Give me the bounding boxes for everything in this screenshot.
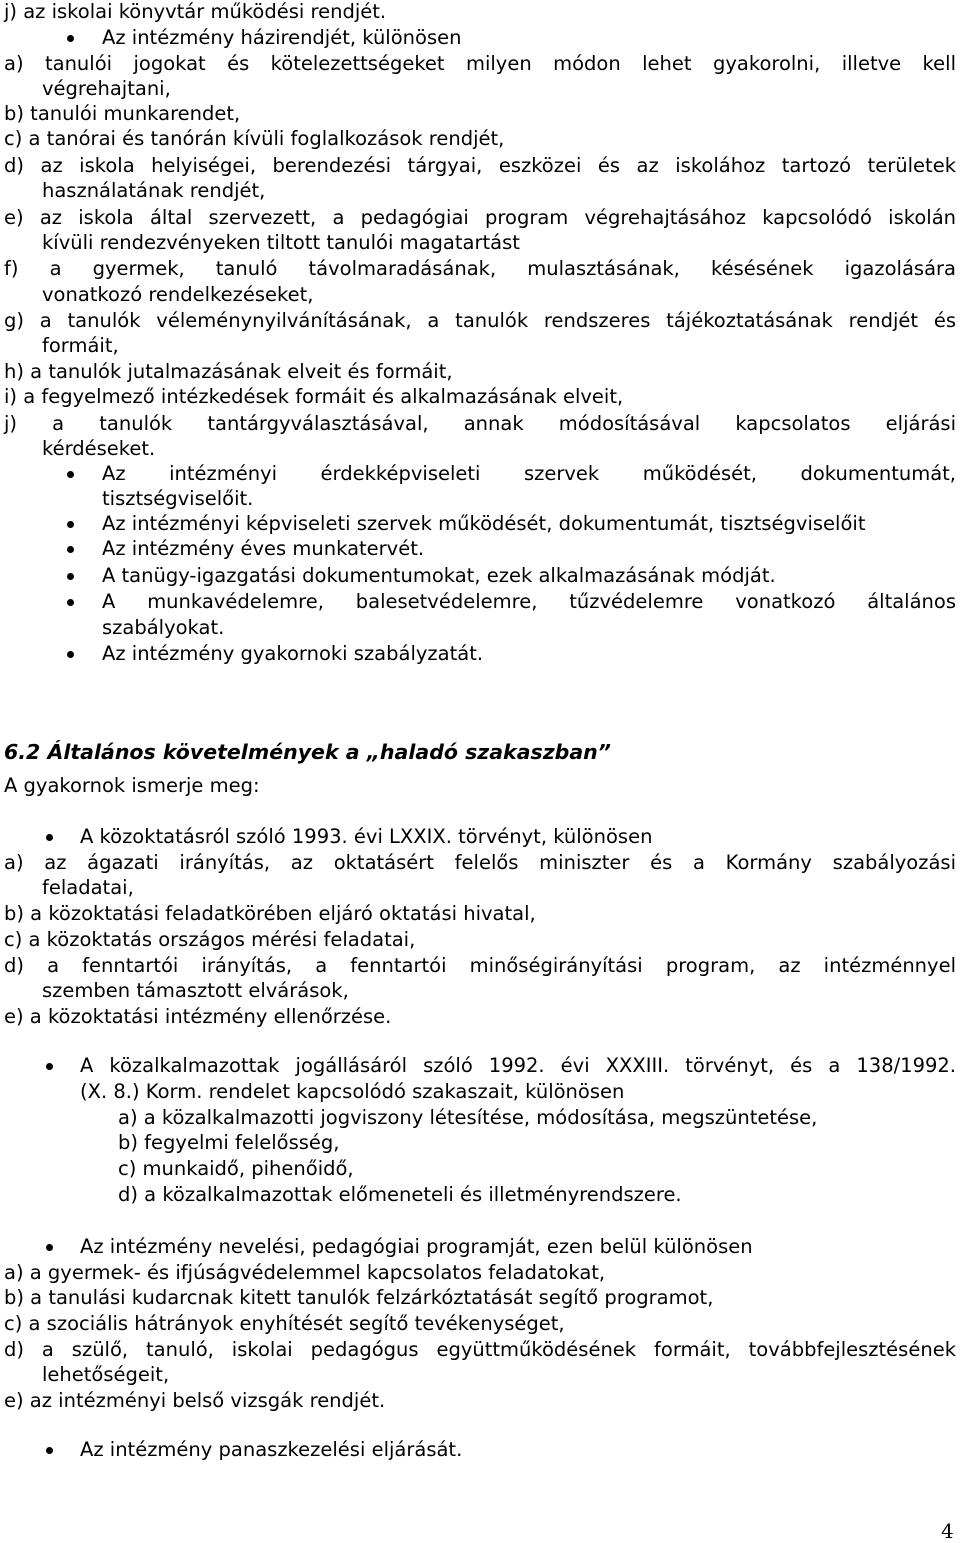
list-item-b: b) tanulói munkarendet, [4, 102, 241, 125]
page-number: 4 [941, 1519, 954, 1543]
list-item-h: h) a tanulók jutalmazásának elveit és formáit, [4, 360, 453, 383]
bullet-representation: Az intézményi érdekképviseleti szervek működését, dokumentumát, [102, 462, 956, 485]
list-item-c: c) munkaidő, pihenőidő, [118, 1157, 354, 1180]
list-item-g: g) a tanulók véleménynyilvánításának, a tanulók rendszeres tájékoztatásának rendjét és [4, 309, 956, 332]
list-item-c: c) a szociális hátrányok enyhítését segítő tevékenységet, [4, 1312, 565, 1335]
list-item-d-cont: használatának rendjét, [42, 179, 266, 202]
bullet-annual-plan: Az intézmény éves munkatervét. [102, 537, 425, 560]
list-item-b: b) a tanulási kudarcnak kitett tanulók felzárkóztatását segítő programot, [4, 1286, 714, 1309]
list-item-e: e) az intézményi belső vizsgák rendjét. [4, 1389, 386, 1412]
bullet-dot-icon [67, 651, 74, 658]
bullet-safety-rules-cont: szabályokat. [102, 616, 225, 639]
bullet-representative-bodies: Az intézményi képviseleti szervek működését, dokumentumát, tisztségviselőit [102, 512, 866, 535]
bullet-trainee-rules: Az intézmény gyakornoki szabályzatát. [102, 642, 484, 665]
section-intro: A gyakornok ismerje meg: [4, 774, 260, 797]
list-item-a: a) az ágazati irányítás, az oktatásért felelős miniszter és a Kormány szabályozási [4, 851, 956, 874]
list-item-j-library: j) az iskolai könyvtár működési rendjét. [4, 0, 387, 23]
list-item-c: c) a közoktatás országos mérési feladatai, [4, 928, 416, 951]
bullet-dot-icon [46, 834, 53, 841]
bullet-admin-docs: A tanügy-igazgatási dokumentumokat, ezek alkalmazásának módját. [102, 564, 776, 587]
list-item-a-cont: feladatai, [42, 876, 134, 899]
list-item-c: c) a tanórai és tanórán kívüli foglalkozások rendjét, [4, 127, 505, 150]
list-item-a-cont: végrehajtani, [42, 77, 171, 100]
list-item-e: e) a közoktatási intézmény ellenőrzése. [4, 1005, 392, 1028]
list-item-d-cont: lehetőségeit, [42, 1363, 170, 1386]
list-item-a: a) a gyermek- és ifjúságvédelemmel kapcsolatos feladatokat, [4, 1261, 606, 1284]
list-item-d: d) a szülő, tanuló, iskolai pedagógus együttműködésének formáit, továbbfejlesztésének [4, 1338, 956, 1361]
list-item-b: b) fegyelmi felelősség, [118, 1131, 340, 1154]
bullet-dot-icon [46, 1244, 53, 1251]
bullet-law-1992: A közalkalmazottak jogállásáról szóló 1992. évi XXXIII. törvényt, és a 138/1992. [80, 1054, 956, 1077]
list-item-f: f) a gyermek, tanuló távolmaradásának, mulasztásának, késésének igazolására [4, 257, 956, 280]
bullet-pedagogical-program: Az intézmény nevelési, pedagógiai programját, ezen belül különösen [80, 1235, 753, 1258]
bullet-dot-icon [67, 35, 74, 42]
list-item-e: e) az iskola által szervezett, a pedagógiai program végrehajtásához kapcsolódó iskolán [4, 206, 956, 229]
list-item-f-cont: vonatkozó rendelkezéseket, [42, 283, 314, 306]
list-item-g-cont: formáit, [42, 334, 119, 357]
bullet-dot-icon [67, 599, 74, 606]
bullet-dot-icon [46, 1447, 53, 1454]
list-item-j-cont: kérdéseket. [42, 437, 156, 460]
list-item-d-cont: szemben támasztott elvárások, [42, 979, 349, 1002]
bullet-representation-cont: tisztségviselőit. [102, 487, 254, 510]
section-heading: 6.2 Általános követelmények a „haladó szakaszban” [4, 740, 611, 764]
bullet-dot-icon [46, 1063, 53, 1070]
bullet-dot-icon [67, 521, 74, 528]
list-item-b: b) a közoktatási feladatkörében eljáró oktatási hivatal, [4, 902, 536, 925]
list-item-d: d) a fenntartói irányítás, a fenntartói minőségirányítási program, az intézménnyel [4, 954, 956, 977]
list-item-i: i) a fegyelmező intézkedések formáit és alkalmazásának elveit, [4, 385, 624, 408]
bullet-dot-icon [67, 546, 74, 553]
bullet-complaint-handling: Az intézmény panaszkezelési eljárását. [80, 1438, 463, 1461]
bullet-dot-icon [67, 471, 74, 478]
list-item-e-cont: kívüli rendezvényeken tiltott tanulói magatartást [42, 231, 520, 254]
list-item-a: a) tanulói jogokat és kötelezettségeket milyen módon lehet gyakorolni, illetve kell [4, 52, 956, 75]
bullet-house-rules: Az intézmény házirendjét, különösen [102, 26, 462, 49]
bullet-law-1992-cont: (X. 8.) Korm. rendelet kapcsolódó szakaszait, különösen [80, 1080, 625, 1103]
list-item-a: a) a közalkalmazotti jogviszony létesítése, módosítása, megszüntetése, [118, 1106, 818, 1129]
bullet-safety-rules: A munkavédelemre, balesetvédelemre, tűzvédelemre vonatkozó általános [102, 590, 956, 613]
bullet-law-1993: A közoktatásról szóló 1993. évi LXXIX. törvényt, különösen [80, 825, 653, 848]
list-item-j: j) a tanulók tantárgyválasztásával, annak módosításával kapcsolatos eljárási [4, 412, 956, 435]
list-item-d: d) az iskola helyiségei, berendezési tárgyai, eszközei és az iskolához tartozó területek [4, 154, 956, 177]
list-item-d: d) a közalkalmazottak előmeneteli és illetményrendszere. [118, 1183, 682, 1206]
bullet-dot-icon [67, 573, 74, 580]
